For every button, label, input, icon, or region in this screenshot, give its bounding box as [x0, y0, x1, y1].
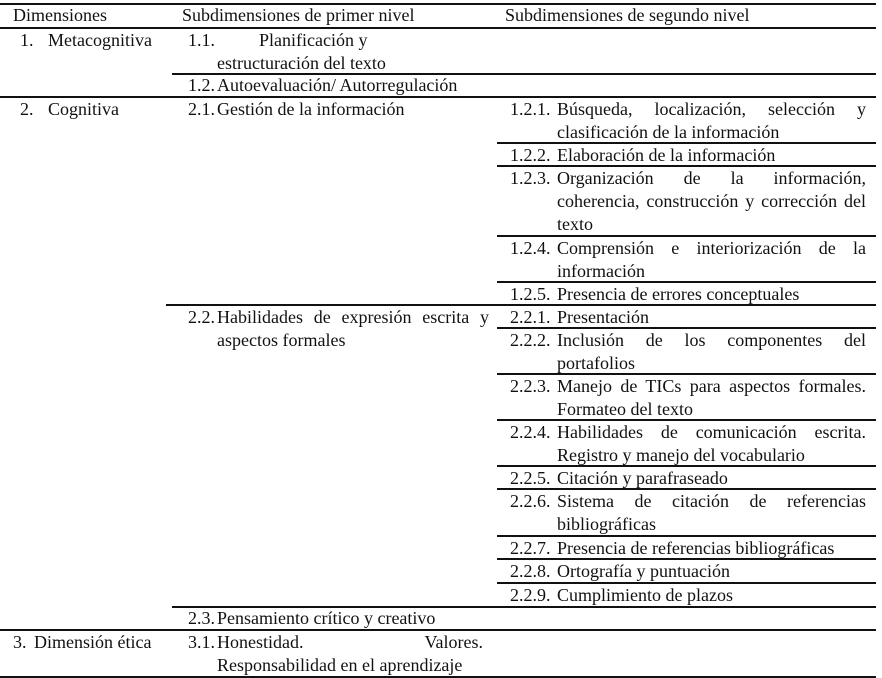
second-level-label: Elaboración de la información [557, 145, 776, 165]
dimension-number: 2. [20, 99, 34, 119]
second-level-number: 2.2.1. [510, 307, 551, 327]
second-level-item [510, 144, 866, 167]
second-level-item [510, 560, 866, 583]
second-level-label: Organización de la información, coherencia, construcción y corrección del texto [557, 168, 866, 234]
second-level-number: 2.2.6. [510, 491, 551, 511]
second-level-label: Inclusión de los componentes del portafolios [557, 330, 866, 373]
second-level-number: 2.2.3. [510, 376, 551, 396]
second-level-item [510, 283, 866, 306]
second-level-number: 2.2.4. [510, 422, 551, 442]
second-level-item [510, 467, 866, 490]
first-level-number: 3.1. [188, 632, 215, 652]
dimension-label: Dimensión ética [34, 632, 152, 652]
first-level-label: Gestión de la información [217, 99, 405, 119]
second-level-number: 2.2.5. [510, 468, 551, 488]
second-level-label: Presencia de errores conceptuales [557, 284, 800, 304]
second-level-label: Presencia de referencias bibliográficas [557, 538, 835, 558]
second-level-item [510, 306, 866, 329]
header-dimensiones: Dimensiones [13, 5, 107, 25]
second-level-number: 2.2.9. [510, 585, 551, 605]
second-level-number: 2.2.2. [510, 330, 551, 350]
first-level-number: 1.2. [188, 75, 215, 95]
second-level-item [510, 421, 866, 467]
second-level-item [510, 584, 866, 607]
first-level-label: Habilidades de expresión escrita y aspectos formales [217, 307, 489, 350]
dimension-label: Metacognitiva [48, 30, 152, 50]
second-level-label: Ortografía y puntuación [557, 561, 730, 581]
first-level-label: Planificación y estructuración del texto [217, 30, 386, 73]
second-level-label: Comprensión e interiorización de la información [557, 238, 866, 281]
second-level-label: Manejo de TICs para aspectos formales. Formateo del texto [557, 376, 866, 419]
first-level-number: 1.1. [188, 30, 215, 50]
second-level-label: Sistema de citación de referencias bibliográficas [557, 491, 866, 534]
second-level-item [510, 167, 866, 236]
second-level-number: 1.2.4. [510, 238, 551, 258]
second-level-number: 2.2.7. [510, 538, 551, 558]
header-primer-nivel: Subdimensiones de primer nivel [182, 5, 415, 25]
second-level-label: Presentación [557, 307, 649, 327]
dimension-number: 3. [13, 632, 27, 652]
second-level-item [510, 237, 866, 283]
second-level-item [510, 375, 866, 421]
second-level-number: 1.2.3. [510, 168, 551, 188]
second-level-label: Citación y parafraseado [557, 468, 728, 488]
first-level-number: 2.1. [188, 99, 215, 119]
second-level-item [510, 98, 866, 144]
dimension-label: Cognitiva [48, 99, 119, 119]
second-level-number: 1.2.1. [510, 99, 551, 119]
first-level-label: Autoevaluación/ Autorregulación [217, 75, 458, 95]
first-level-label: Honestidad. Valores. Responsabilidad en el aprendizaje [217, 632, 483, 675]
second-level-item [510, 537, 866, 560]
second-level-number: 1.2.2. [510, 145, 551, 165]
header-segundo-nivel: Subdimensiones de segundo nivel [505, 5, 750, 25]
second-level-item [510, 329, 866, 375]
second-level-number: 1.2.5. [510, 284, 551, 304]
first-level-label: Pensamiento crítico y creativo [217, 608, 436, 628]
second-level-number: 2.2.8. [510, 561, 551, 581]
dimension-number: 1. [20, 30, 34, 50]
first-level-number: 2.2. [188, 307, 215, 327]
second-level-label: Habilidades de comunicación escrita. Registro y manejo del vocabulario [557, 422, 866, 465]
second-level-item [510, 490, 866, 536]
first-level-number: 2.3. [188, 608, 215, 628]
second-level-label: Búsqueda, localización, selección y clasificación de la información [557, 99, 866, 142]
second-level-label: Cumplimiento de plazos [557, 585, 733, 605]
